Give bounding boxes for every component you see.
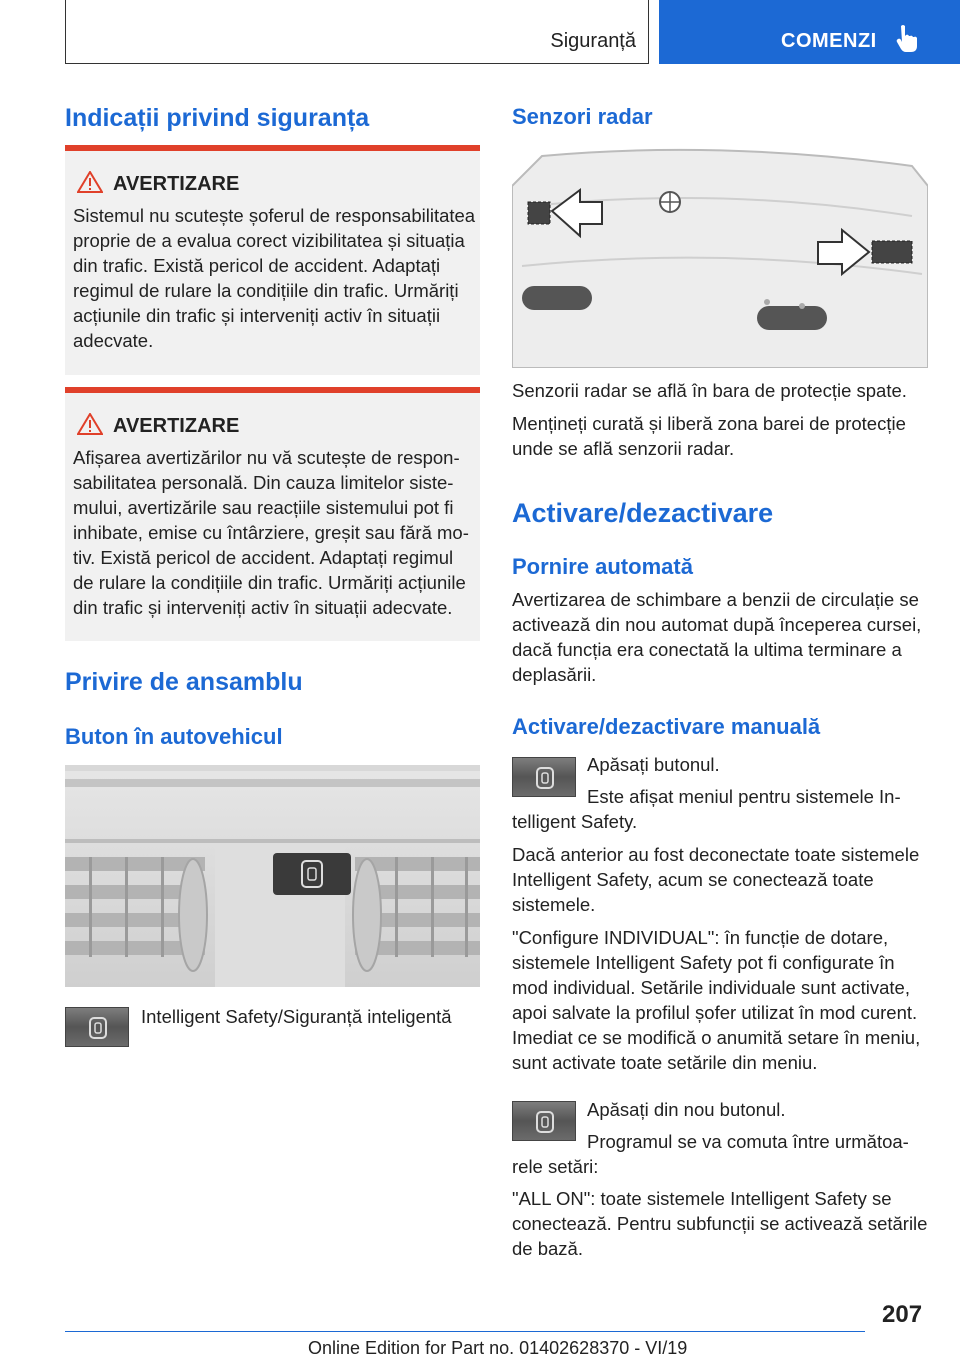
rear-bumper-radar-illustration <box>512 146 928 368</box>
paragraph-all-on: "ALL ON": toate sistemele Intelligent Safety se conectează. Pentru subfuncții se activează setările de bază. <box>512 1188 928 1259</box>
subsection-title-manual: Activare/dezactivare manuală <box>512 714 821 739</box>
page-number: 207 <box>882 1301 923 1328</box>
step-1-result: Este afișat meniul pentru sistemele Intelligent Safety. <box>512 786 901 832</box>
step-2-result: Programul se va comuta între următoarele setări: <box>512 1131 909 1177</box>
paragraph-configure-individual: "Configure INDIVIDUAL": în funcție de dotare, sistemele Intelligent Safety pot fi configurate în mod individual. Setările individuale sunt activate, apoi salvate la profilul șofer utilizat în mod curent. Imediat ce se modifică o anumită setare în meniu, sunt activate toate setările din meniu. <box>512 927 921 1073</box>
warning-box-1 <box>65 145 480 375</box>
section-title-safety: Indicații privind siguranța <box>65 104 370 132</box>
hand-pointer-icon <box>896 24 918 57</box>
warning-triangle-icon <box>77 413 103 440</box>
button-caption: Intelligent Safety/Siguranță inteligentă <box>141 1006 452 1027</box>
step-1-text: Apăsați butonul. <box>587 754 720 775</box>
warning-text: Sistemul nu scutește șoferul de responsabilitatea proprie de a evalua corect vizibilitatea și situația din trafic. Există pericol de accident. Adaptați regimul de rulare la condițiile din trafic. Urmăriți acțiunile din trafic și interveniți activ în situații adecvate. <box>73 205 476 351</box>
header-section-box <box>65 0 649 64</box>
subsection-title-auto: Pornire automată <box>512 554 693 579</box>
manual-text <box>512 842 928 1083</box>
step-2-text: Apăsați din nou butonul. <box>587 1099 786 1120</box>
section-title-radar: Senzori radar <box>512 104 653 129</box>
radar-paragraph-2: Mențineți curată și liberă zona barei de protecție unde se află senzorii radar. <box>512 413 906 459</box>
warning-text: Afișarea avertizărilor nu vă scutește de responsabilitatea personală. Din cauza limitelor sistemului, avertizările sau reacțiile sistemului pot fi inhibate, emise cu întârziere, greșit sau fără motiv. Există pericol de accident. Adaptați regimul de rulare la condițiile din trafic. Urmăriți acțiunile din trafic și interveniți activ în situații adecvate. <box>73 447 469 618</box>
section-title-activation: Activare/dezactivare <box>512 498 774 528</box>
radar-text <box>512 378 928 469</box>
warning-heading: AVERTIZARE <box>113 415 240 437</box>
edition-note: Online Edition for Part no. 01402628370 - VI/19 <box>308 1338 688 1358</box>
footer-divider <box>65 1331 865 1332</box>
section-title-overview: Privire de ansamblu <box>65 668 303 696</box>
header-section-title: Siguranță <box>550 30 636 52</box>
auto-paragraph: Avertizarea de schimbare a benzii de circulație se activează din nou automat după începerea cursei, dacă funcția era conectată la ultima terminare a deplasării. <box>512 589 922 685</box>
radar-paragraph-1: Senzorii radar se află în bara de protecție spate. <box>512 380 907 401</box>
warning-box-2 <box>65 387 480 641</box>
dashboard-button-illustration <box>65 765 480 987</box>
subsection-title-button: Buton în autovehicul <box>65 724 283 749</box>
warning-triangle-icon <box>77 171 103 198</box>
header-tab-label: COMENZI <box>781 30 877 52</box>
warning-heading: AVERTIZARE <box>113 173 240 195</box>
header-tab-comenzi[interactable] <box>659 0 960 64</box>
intelligent-safety-button-icon <box>65 1007 129 1047</box>
paragraph-previous-off: Dacă anterior au fost deconectate toate sistemele Intelligent Safety, acum se conectează toate sistemele. <box>512 844 920 915</box>
